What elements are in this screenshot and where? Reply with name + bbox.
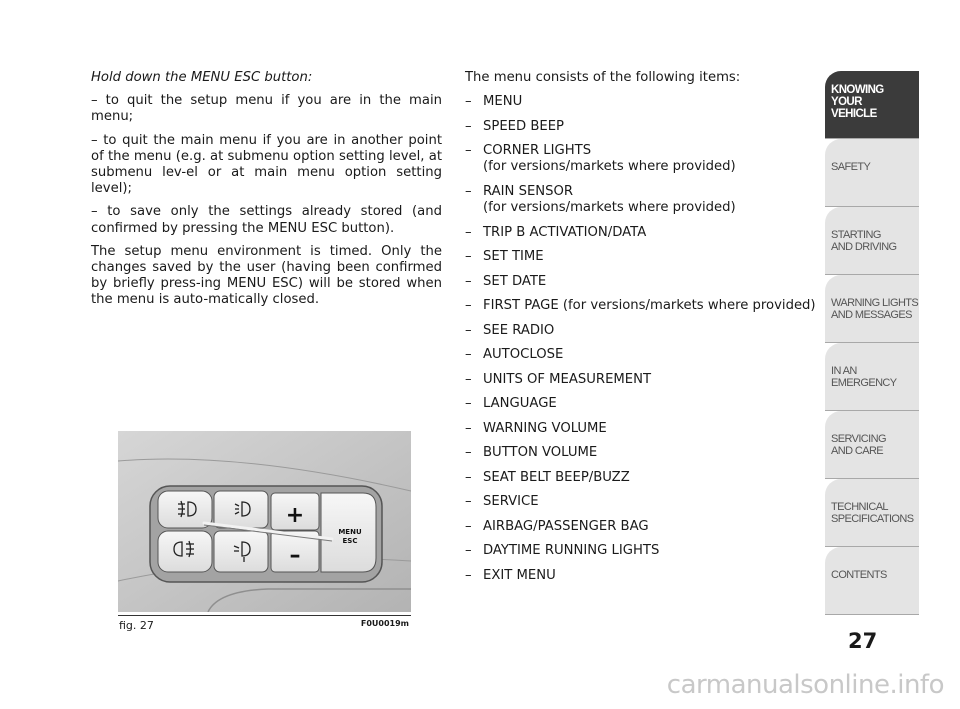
menu-item-text bbox=[483, 543, 820, 559]
chapter-tab[interactable]: TECHNICAL SPECIFICATIONS bbox=[825, 479, 919, 547]
lead-text: Hold down the MENU ESC button: bbox=[91, 70, 313, 85]
menu-item-label: LANGUAGE bbox=[483, 396, 557, 412]
minus-symbol: – bbox=[289, 543, 301, 568]
menu-item-text bbox=[483, 421, 820, 437]
menu-item-label: MENU bbox=[483, 94, 523, 110]
menu-item bbox=[465, 225, 820, 241]
list-dash: – bbox=[465, 494, 472, 510]
list-dash: – bbox=[465, 273, 472, 289]
menu-item-note: (for versions/markets where provided) bbox=[483, 200, 736, 216]
list-dash: – bbox=[465, 118, 472, 134]
menu-item bbox=[465, 184, 820, 216]
menu-item-text bbox=[483, 143, 820, 175]
menu-item-text bbox=[483, 372, 820, 388]
menu-item bbox=[465, 445, 820, 461]
menu-item bbox=[465, 396, 820, 412]
list-dash: – bbox=[465, 371, 472, 387]
list-dash: – bbox=[465, 518, 472, 534]
light-sensor-button[interactable] bbox=[214, 491, 268, 528]
figure-menu-esc-panel bbox=[118, 431, 411, 612]
dashboard-panel-illustration bbox=[118, 431, 411, 612]
menu-item-text bbox=[483, 225, 820, 241]
menu-item-text bbox=[483, 249, 820, 265]
menu-item-label: TRIP B ACTIVATION/DATA bbox=[483, 224, 647, 240]
paragraph-quit-main: – to quit the main menu if you are in another point of the menu (e.g. at submenu option setting level, at submenu lev-el or at main menu option setting level); bbox=[91, 132, 442, 197]
chapter-tab[interactable]: STARTING AND DRIVING bbox=[825, 207, 919, 275]
paragraph-save-settings: – to save only the settings already stored (and confirmed by pressing the MENU ESC button). bbox=[91, 204, 442, 236]
list-dash: – bbox=[465, 298, 472, 314]
menu-intro: The menu consists of the following items: bbox=[465, 70, 741, 85]
menu-item bbox=[465, 543, 820, 559]
menu-item bbox=[465, 249, 820, 265]
menu-item-label: AIRBAG/PASSENGER BAG bbox=[483, 518, 649, 534]
page-number: 27 bbox=[848, 629, 878, 653]
menu-item bbox=[465, 519, 820, 535]
list-dash: – bbox=[465, 183, 472, 199]
list-dash: – bbox=[465, 347, 472, 363]
menu-item-label: SET TIME bbox=[483, 249, 544, 265]
menu-item-text bbox=[483, 568, 820, 584]
menu-item bbox=[465, 347, 820, 363]
menu-item-label: UNITS OF MEASUREMENT bbox=[483, 371, 652, 387]
menu-item-text bbox=[483, 519, 820, 535]
menu-item-list bbox=[465, 94, 820, 584]
menu-item-label: SPEED BEEP bbox=[483, 118, 564, 134]
figure-label: fig. 27 bbox=[119, 619, 154, 632]
menu-item-text bbox=[483, 298, 820, 314]
figure-code: F0U0019m bbox=[360, 619, 409, 628]
list-dash: – bbox=[465, 322, 472, 338]
watermark: carmanualsonline.info bbox=[666, 670, 944, 700]
chapter-tab[interactable]: IN AN EMERGENCY bbox=[825, 343, 919, 411]
menu-label: MENU bbox=[338, 528, 362, 536]
menu-item-label: DAYTIME RUNNING LIGHTS bbox=[483, 543, 660, 559]
menu-item-text bbox=[483, 470, 820, 486]
menu-item-label: SEE RADIO bbox=[483, 322, 555, 338]
menu-item bbox=[465, 323, 820, 339]
esc-label: ESC bbox=[342, 537, 358, 545]
menu-item-text bbox=[483, 494, 820, 510]
menu-item-label: SERVICE bbox=[483, 494, 539, 510]
menu-item-label: EXIT MENU bbox=[483, 567, 556, 583]
menu-item bbox=[465, 298, 820, 314]
menu-item bbox=[465, 94, 820, 110]
menu-item-text bbox=[483, 347, 820, 363]
list-dash: – bbox=[465, 567, 472, 583]
right-column bbox=[465, 70, 820, 592]
list-dash: – bbox=[465, 543, 472, 559]
paragraph-quit-setup: – to quit the setup menu if you are in the main menu; bbox=[91, 93, 442, 125]
menu-item-text bbox=[483, 184, 820, 216]
menu-item-label: SET DATE bbox=[483, 273, 547, 289]
menu-item-text bbox=[483, 323, 820, 339]
list-dash: – bbox=[465, 420, 472, 436]
chapter-tab[interactable]: WARNING LIGHTS AND MESSAGES bbox=[825, 275, 919, 343]
menu-item-label: FIRST PAGE (for versions/markets where provided) bbox=[483, 298, 816, 314]
menu-item bbox=[465, 274, 820, 290]
menu-item-text bbox=[483, 274, 820, 290]
menu-item-label: SEAT BELT BEEP/BUZZ bbox=[483, 469, 630, 485]
list-dash: – bbox=[465, 396, 472, 412]
menu-item-text bbox=[483, 396, 820, 412]
menu-item-label: WARNING VOLUME bbox=[483, 420, 607, 436]
paragraph-timed-menu: The setup menu environment is timed. Only the changes saved by the user (having been confirmed by briefly press-ing MENU ESC) will be stored when the menu is auto-matically closed. bbox=[91, 243, 442, 308]
list-dash: – bbox=[465, 143, 472, 159]
menu-item-text bbox=[483, 445, 820, 461]
menu-item bbox=[465, 372, 820, 388]
menu-item bbox=[465, 470, 820, 486]
plus-symbol: + bbox=[285, 503, 305, 528]
menu-item-label: BUTTON VOLUME bbox=[483, 445, 598, 461]
list-dash: – bbox=[465, 94, 472, 110]
list-dash: – bbox=[465, 249, 472, 265]
left-column bbox=[91, 70, 442, 316]
chapter-tab[interactable]: SAFETY bbox=[825, 139, 919, 207]
figure-caption bbox=[118, 615, 411, 632]
list-dash: – bbox=[465, 445, 472, 461]
menu-item-text bbox=[483, 94, 820, 110]
menu-item bbox=[465, 143, 820, 175]
menu-item-label: RAIN SENSOR bbox=[483, 183, 574, 199]
menu-item-text bbox=[483, 119, 820, 135]
chapter-tab[interactable]: SERVICING AND CARE bbox=[825, 411, 919, 479]
menu-item bbox=[465, 119, 820, 135]
menu-item-label: CORNER LIGHTS bbox=[483, 143, 592, 159]
menu-item bbox=[465, 494, 820, 510]
menu-item-note: (for versions/markets where provided) bbox=[483, 159, 736, 175]
chapter-tab[interactable]: KNOWING YOUR VEHICLE bbox=[825, 71, 919, 139]
light-adjust-button[interactable] bbox=[214, 531, 268, 572]
chapter-sidebar bbox=[825, 71, 919, 615]
list-dash: – bbox=[465, 469, 472, 485]
menu-item bbox=[465, 568, 820, 584]
rear-fog-button[interactable] bbox=[158, 531, 212, 572]
menu-item bbox=[465, 421, 820, 437]
list-dash: – bbox=[465, 224, 472, 240]
chapter-tab[interactable]: CONTENTS bbox=[825, 547, 919, 615]
menu-item-label: AUTOCLOSE bbox=[483, 347, 564, 363]
